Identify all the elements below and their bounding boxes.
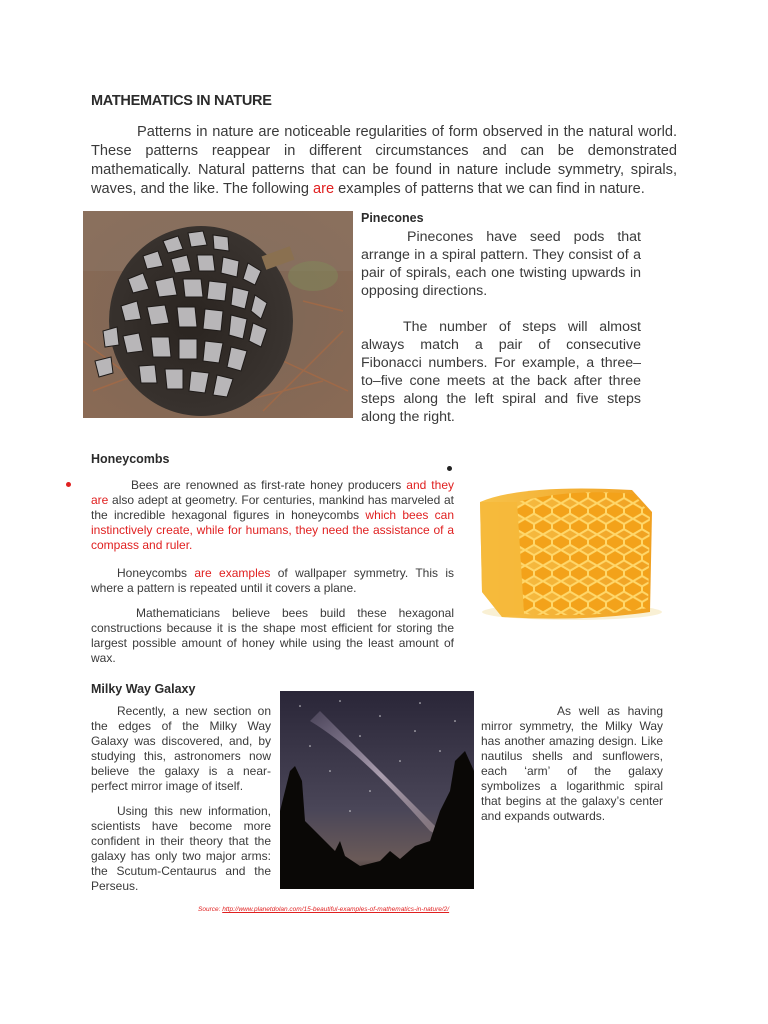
honeycombs-p2-text-c: of wallpaper symmetry. This is where a pattern is repeated until it covers a plane. — [91, 566, 454, 595]
pinecones-paragraph-1 — [361, 228, 641, 300]
source-citation — [198, 906, 449, 913]
pinecone-image — [83, 211, 353, 418]
milky-way-heading: Milky Way Galaxy — [91, 682, 196, 696]
source-link[interactable]: http://www.planetdolan.com/15-beautiful-examples-of-mathematics-in-nature/2/ — [222, 906, 450, 913]
pinecones-heading: Pinecones — [361, 211, 424, 225]
intro-text-2: examples of patterns that we can find in nature. — [334, 181, 645, 197]
intro-highlight: are — [313, 181, 335, 197]
milky-way-p1-text: Recently, a new section on the edges of the Milky Way Galaxy was discovered, and, by studying this, astronomers now believe the galaxy is a near-perfect mirror image of itself. — [91, 704, 271, 793]
honeycombs-heading: Honeycombs — [91, 452, 170, 466]
honeycombs-p1-text-c: also adept at geometry. For centuries, mankind has marveled at the incredible hexagonal figures in honeycombs — [91, 493, 454, 522]
milky-way-paragraph-1 — [91, 704, 271, 794]
honeycombs-paragraph-1 — [91, 478, 454, 553]
honeycombs-paragraph-2 — [91, 566, 454, 596]
honeycombs-p1-highlight-1: and they are — [91, 478, 454, 507]
milky-way-paragraph-3 — [481, 704, 663, 824]
milky-way-image — [280, 691, 474, 889]
honeycombs-p3-text: Mathematicians believe bees build these hexagonal constructions because it is the shape most efficient for storing the largest possible amount of honey while using the least amount of wax. — [91, 606, 454, 665]
pinecones-paragraph-1-text: Pinecones have seed pods that arrange in a spiral pattern. They consist of a pair of spirals, each one twisting upwards in opposing directions. — [361, 229, 641, 299]
bullet-marker-black — [447, 466, 452, 471]
pinecones-paragraph-2 — [361, 318, 641, 426]
intro-paragraph — [91, 123, 677, 199]
milky-way-paragraph-2 — [91, 804, 271, 894]
source-label: Source: — [198, 906, 223, 913]
honeycombs-paragraph-3 — [91, 606, 454, 666]
honeycombs-p2-text-a: Honeycombs — [117, 566, 195, 580]
bullet-marker-red — [66, 482, 71, 487]
pinecones-paragraph-2-text: The number of steps will almost always match a pair of consecutive Fibonacci numbers. For example, a three–to–five cone meets at the back after three steps along the left spiral and five steps along the right. — [361, 319, 641, 425]
page-title: MATHEMATICS IN NATURE — [91, 93, 272, 109]
milky-way-p2-text: Using this new information, scientists have become more confident in their theory that the galaxy has only two major arms: the Scutum-Centaurus and the Perseus. — [91, 804, 271, 893]
honeycombs-p1-highlight-2: which bees can instinctively create, while for humans, they need the assistance of a compass and ruler. — [91, 508, 455, 552]
honeycombs-p2-highlight: are examples — [194, 566, 271, 580]
honeycombs-p1-text-a: Bees are renowned as first-rate honey producers — [131, 478, 407, 492]
intro-text-1: Patterns in nature are noticeable regularities of form observed in the natural world. These patterns reappear in different circumstances and can be demonstrated mathematically. Natural patterns that can be found in nature include symmetry, spirals, waves, and the like. The following — [91, 124, 677, 197]
honeycomb-image — [462, 472, 684, 624]
milky-way-p3-text: As well as having mirror symmetry, the Milky Way has another amazing design. Like nautilus shells and sunflowers, each ‘arm’ of the galaxy symbolizes a logarithmic spiral that begins at the galaxy’s center and expands outwards. — [481, 704, 663, 823]
